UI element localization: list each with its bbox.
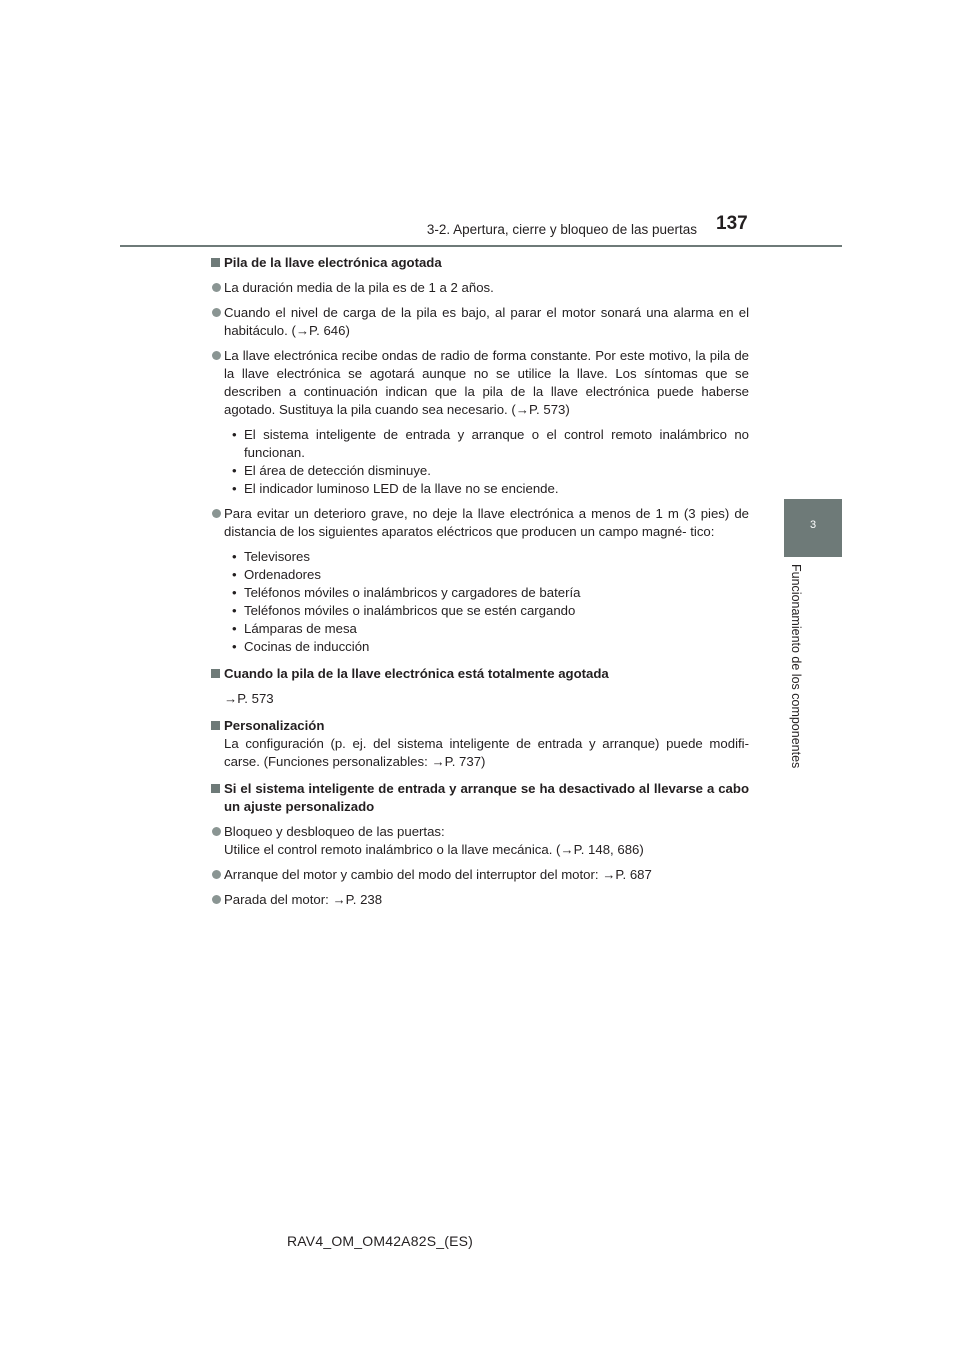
list-item (211, 505, 749, 541)
round-bullet-icon (212, 870, 221, 879)
list-item-text: Para evitar un deterioro grave, no deje la llave electrónica a menos de 1 m (3 pies) de distancia de los siguientes aparatos eléctricos que producen un campo magné- tico: (224, 506, 749, 539)
section-heading-disabled (211, 780, 749, 816)
round-bullet-icon (212, 895, 221, 904)
list-item-text: Bloqueo y desbloqueo de las puertas: (224, 824, 445, 839)
section-heading-customization (211, 717, 749, 735)
symptom-item: • El indicador luminoso LED de la llave no se enciende. (232, 480, 749, 498)
list-item (211, 304, 749, 340)
chapter-heading: 3-2. Apertura, cierre y bloqueo de las puertas (426, 222, 697, 237)
list-item (211, 347, 749, 419)
symptom-list (211, 426, 749, 498)
section-heading-depleted (211, 665, 749, 683)
round-bullet-icon (212, 351, 221, 360)
list-item (211, 279, 749, 297)
section-heading-battery (211, 254, 749, 272)
page-reference: →P. 573 (224, 691, 274, 706)
section-body: La configuración (p. ej. del sistema inteligente de entrada y arranque) puede modifi- carse. (Funciones personalizables: →P. 737) (224, 736, 749, 769)
list-item-text: Parada del motor: →P. 238 (224, 892, 383, 907)
round-bullet-icon (212, 509, 221, 518)
section-title: Si el sistema inteligente de entrada y arranque se ha desactivado al llevarse a cabo un ajuste personalizado (224, 781, 749, 814)
square-bullet-icon (211, 721, 220, 730)
round-bullet-icon (212, 827, 221, 836)
list-item-text: Cuando el nivel de carga de la pila es bajo, al parar el motor sonará una alarma en el habitáculo. (→P. 646) (224, 305, 749, 338)
square-bullet-icon (211, 258, 220, 267)
appliance-item: • Teléfonos móviles o inalámbricos que se estén cargando (232, 602, 749, 620)
list-item (211, 866, 749, 884)
appliance-list (211, 548, 749, 656)
symptom-item: • El sistema inteligente de entrada y arranque o el control remoto inalámbrico no funcionan. (232, 426, 749, 462)
symptom-item: • El área de detección disminuye. (232, 462, 749, 480)
list-item (211, 891, 749, 909)
page-number: 137 (716, 213, 748, 234)
appliance-item: • Lámparas de mesa (232, 620, 749, 638)
appliance-item: • Ordenadores (232, 566, 749, 584)
header-divider (120, 245, 842, 247)
page-content (211, 254, 749, 909)
chapter-tab-label: Funcionamiento de los componentes (789, 564, 803, 769)
square-bullet-icon (211, 669, 220, 678)
chapter-tab-number: 3 (809, 519, 817, 531)
appliance-item: • Teléfonos móviles o inalámbricos y cargadores de batería (232, 584, 749, 602)
list-item-text: La llave electrónica recibe ondas de radio de forma constante. Por este motivo, la pila de la llave electrónica se agotará aunque no se utilice la llave. Los síntomas que se describen a continuación indican que la pila de la llave electrónica puede haberse agotado. Sustituya la pila cuando sea necesario. (→P. 573) (224, 348, 749, 417)
appliance-item: • Cocinas de inducción (232, 638, 749, 656)
list-item-text: Utilice el control remoto inalámbrico o la llave mecánica. (→P. 148, 686) (224, 842, 644, 857)
section-title: Cuando la pila de la llave electrónica está totalmente agotada (224, 666, 609, 681)
list-item (211, 823, 749, 859)
section-title: Personalización (224, 718, 325, 733)
list-item-text: Arranque del motor y cambio del modo del interruptor del motor: →P. 687 (224, 867, 652, 882)
appliance-item: • Televisores (232, 548, 749, 566)
round-bullet-icon (212, 308, 221, 317)
square-bullet-icon (211, 784, 220, 793)
document-code: RAV4_OM_OM42A82S_(ES) (287, 1233, 474, 1249)
section-title: Pila de la llave electrónica agotada (224, 255, 442, 270)
list-item-text: La duración media de la pila es de 1 a 2 años. (224, 280, 494, 295)
chapter-tab (784, 499, 842, 557)
round-bullet-icon (212, 283, 221, 292)
